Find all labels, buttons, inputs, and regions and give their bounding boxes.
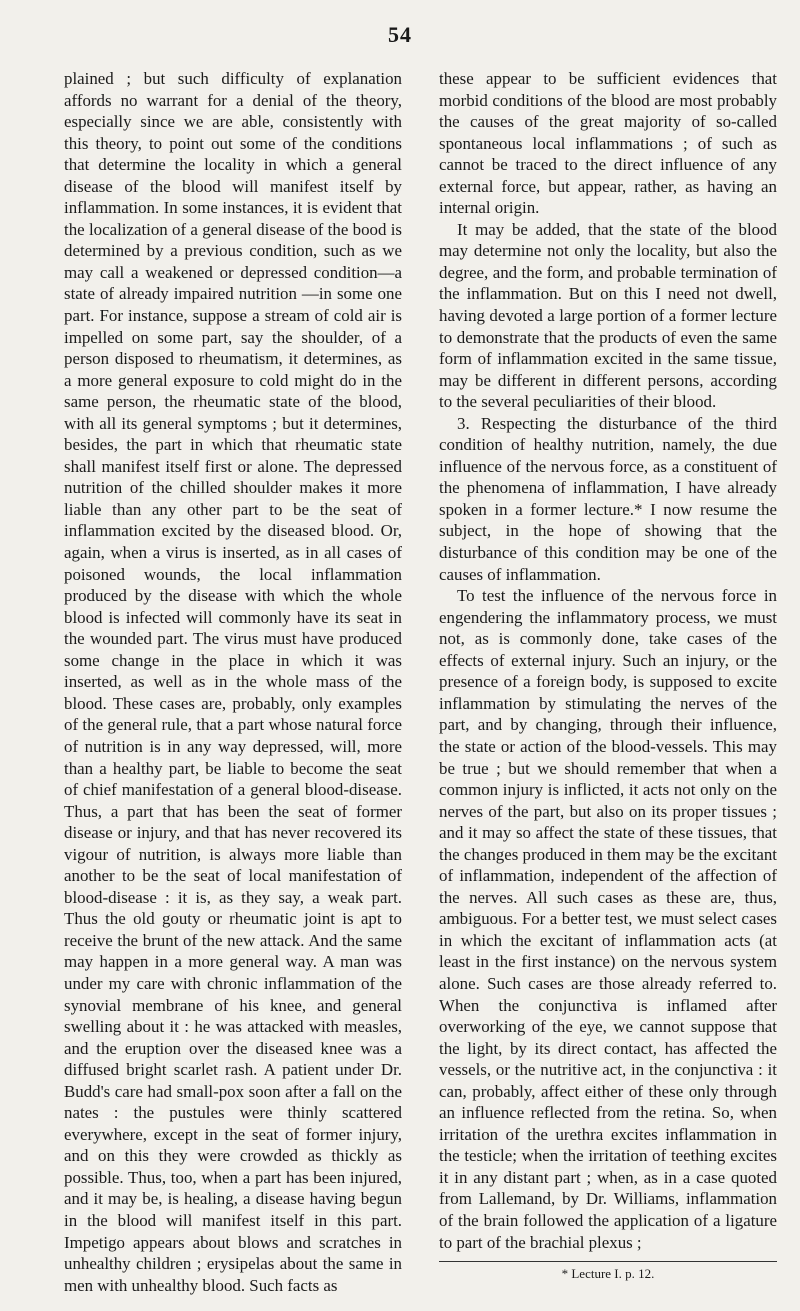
paragraph: It may be added, that the state of the blood may determine not only the locality, but also the degree, and the form, and probable termination of the inflammation. But on this I need not dwell, having devoted a large portion of a former lecture to demonstrate that the products of even the same form of inflammation excited in the same tissue, may be different in different persons, according to the several peculiarities of their blood.: [439, 219, 777, 412]
paragraph: 3. Respecting the disturbance of the third condition of healthy nutrition, namely, the due influence of the nervous force, as a constituent of the phenomena of inflammation, I have already spoken in a former lecture.* I now resume the subject, in the hope of showing that the disturbance of this condition may be one of the causes of inflammation.: [439, 413, 777, 584]
paragraph: these appear to be sufficient evidences that morbid conditions of the blood are most probably the causes of the great majority of so-called spontaneous local inflammations ; of such as cannot be traced to the direct influence of any external force, but appear, rather, as having an internal origin.: [439, 69, 777, 218]
paragraph: To test the influence of the nervous force in engendering the inflammatory process, we must not, as is commonly done, take cases of the effects of external injury. Such an injury, or the presence of a foreign body, is supposed to excite inflammation by stimulating the nerves of the part, and by changing, through their influence, the state or action of the blood-vessels. This may be true ; but we should remember that when a common injury is inflicted, it acts not only on the nerves of the part, but also on its proper tissues ; and it may so affect the state of these tissues, that the changes produced in them may be the excitant of inflammation, independent of the affection of the nerves. All such cases as these are, thus, ambiguous. For a better test, we must select cases in which the excitant of inflammation acts (at least in the first instance) on the nervous system alone. Such cases are those already referred to. When the conjunctiva is inflamed after overworking of the eye, we cannot suppose that the light, by its direct contact, has affected the vessels, or the nutritive act, in the conjunctiva : it can, probably, affect either of these only through an influence reflected from the retina. So, when irritation of the urethra excites inflammation in the testicle; when the irritation of teething excites it in any distant part ; when, as in a case quoted from Lallemand, by Dr. Williams, inflammation of the brain followed the application of a ligature to part of the brachial plexus ;: [439, 586, 777, 1252]
right-column: [439, 68, 777, 1282]
page-number: 54: [388, 22, 412, 47]
left-column: [64, 68, 402, 1296]
footnote-divider: [439, 1261, 777, 1262]
footnote: * Lecture I. p. 12.: [561, 1266, 655, 1282]
paragraph: plained ; but such difficulty of explanation affords no warrant for a denial of the theory, especially since we are able, consistently with this theory, to point out some of the conditions that determine the locality in which a general disease of the blood will manifest itself by inflammation. In some instances, it is evident that the localization of a general disease of the bood is determined by a previous condition, such as we may call a weakened or depressed condition—a state of already impaired nutrition —in some one part. For instance, suppose a stream of cold air is impelled on some part, say the shoulder, of a person disposed to rheumatism, it determines, as a more general exposure to cold might do in the same person, the rheumatic state of the blood, with all its general symptoms ; but it determines, besides, the part in which that rheumatic state shall manifest itself first or alone. The depressed nutrition of the chilled shoulder makes it more liable than any other part to be the seat of inflammation excited by the diseased blood. Or, again, when a virus is inserted, as in all cases of poisoned wounds, the local inflammation produced by the disease with which the whole blood is infected will commonly have its seat in the wounded part. The virus must have produced some change in the place in which it was inserted, as well as in the whole mass of the blood. These cases are, probably, only examples of the general rule, that a part whose natural force of nutrition is in any way depressed, will, more than a healthy part, be liable to become the seat of chief manifestation of a general blood-disease. Thus, a part that has been the seat of former disease or injury, and that has never recovered its vigour of nutrition, is always more liable than another to be the seat of local manifestation of blood-disease : it is, as they say, a weak part. Thus the old gouty or rheumatic joint is apt to receive the brunt of the new attack. And the same may happen in a more general way. A man was under my care with chronic inflammation of the synovial membrane of his knee, and general swelling about it : he was attacked with measles, and the eruption over the diseased knee was a diffused bright scarlet rash. A patient under Dr. Budd's care had small-pox soon after a fall on the nates : the pustules were thinly scattered everywhere, except in the seat of former injury, and on this they were crowded as thickly as possible. Thus, too, when a part has been injured, and it may be, is healing, a disease having begun in the blood will manifest itself in this part. Impetigo appears about blows and scratches in unhealthy children ; erysipelas about the same in men with unhealthy blood. Such facts as: [64, 69, 402, 1295]
